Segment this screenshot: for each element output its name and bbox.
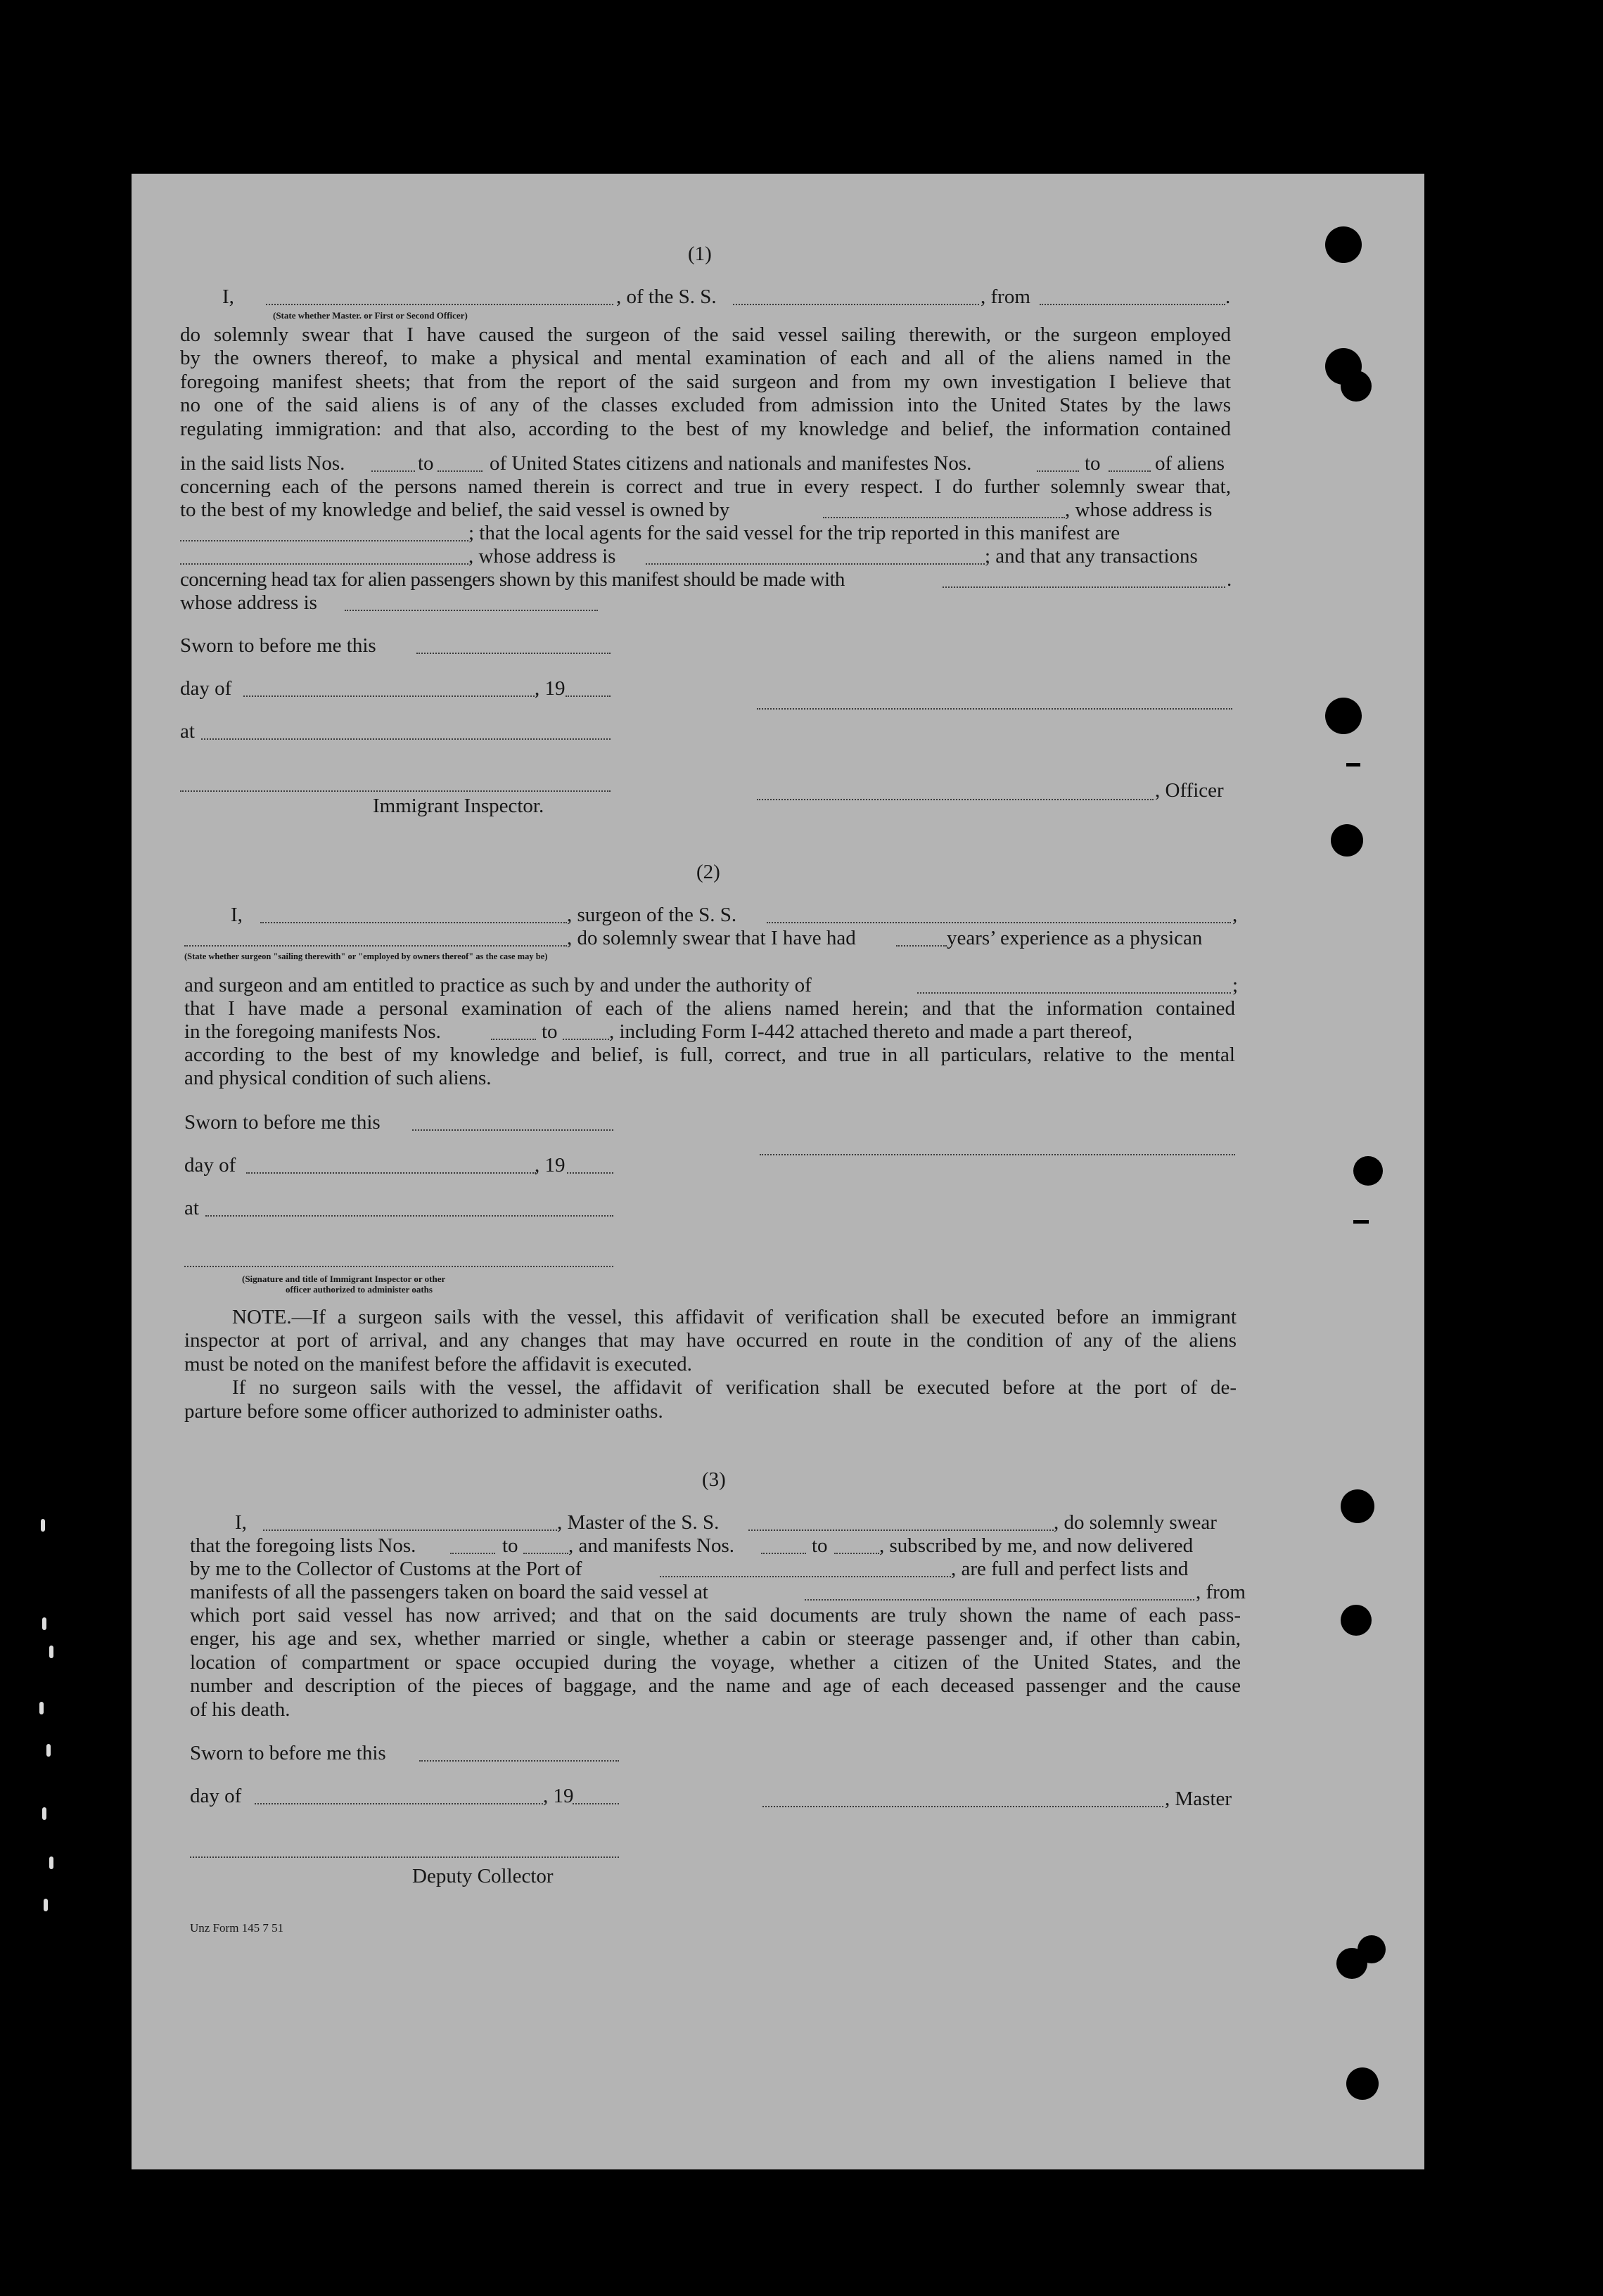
label-day-of: day of <box>190 1785 242 1807</box>
label-of-ss: , of the S. S. <box>616 286 717 308</box>
section-number: (1) <box>688 243 712 265</box>
label-head-tax: concerning head tax for alien passengers shown by this manifest should be made with <box>180 568 845 591</box>
text-line: parture before some officer authorized to administer oaths. <box>184 1399 663 1423</box>
label-year: , 19 <box>535 677 566 700</box>
label-transactions: ; and that any transactions <box>985 545 1198 567</box>
text-line: concerning each of the persons named therein is correct and true in every respect. I do further solemnly swear that, <box>180 475 1231 498</box>
label-surgeon-of-ss: , surgeon of the S. S. <box>567 904 737 926</box>
year-field[interactable] <box>566 695 611 697</box>
year-field[interactable] <box>567 1172 613 1174</box>
film-speck <box>41 1519 45 1532</box>
sworn-day-field[interactable] <box>419 1760 619 1762</box>
film-speck <box>49 1856 53 1869</box>
label-collector-port: by me to the Collector of Customs at the Port of <box>190 1558 582 1580</box>
text-line: by the owners thereof, to make a physical and mental examination of each and all of the aliens named in the <box>180 347 1231 370</box>
master-signature-field[interactable] <box>762 1806 1163 1807</box>
text-line: If no surgeon sails with the vessel, the affidavit of verification shall be executed before at the port of de- <box>232 1376 1237 1399</box>
film-speck <box>42 1807 46 1820</box>
punch-hole <box>1346 2067 1379 2100</box>
place-field[interactable] <box>201 738 611 740</box>
punch-hole <box>1341 1605 1372 1636</box>
lists-to-field[interactable] <box>523 1553 568 1554</box>
label-sworn: Sworn to before me this <box>180 634 376 657</box>
lists-from-field[interactable] <box>371 470 415 472</box>
section-number: (2) <box>696 861 720 883</box>
surgeon-status-note: (State whether surgeon "sailing therewith" or "employed by owners thereof" as the case may be) <box>184 951 548 961</box>
semicolon: ; <box>1232 974 1239 996</box>
master-name-field[interactable] <box>263 1529 557 1531</box>
text-line: must be noted on the manifest before the affidavit is executed. <box>184 1352 692 1375</box>
text-line: regulating immigration: and that also, according to the best of my knowledge and belief, the information contained <box>180 417 1231 440</box>
label-solemnly-swear: , do solemnly swear <box>1054 1511 1217 1534</box>
label-deputy-collector: Deputy Collector <box>412 1865 554 1887</box>
label-local-agents: ; that the local agents for the said vessel for the trip reported in this manifest are <box>468 522 1120 544</box>
officer-rank-note: (State whether Master. or First or Second Officer) <box>273 310 468 321</box>
port-from-field[interactable] <box>1040 304 1225 305</box>
text-line: inspector at port of arrival, and any changes that may have occurred en route in the condition of any of the aliens <box>184 1329 1237 1352</box>
label-year: , 19 <box>543 1785 574 1807</box>
collector-signature-field[interactable] <box>190 1856 619 1858</box>
section-number: (3) <box>702 1468 726 1491</box>
label-at: at <box>184 1197 199 1219</box>
surgeon-status-field[interactable] <box>184 945 567 947</box>
label-including-form: , including Form I-442 attached thereto and made a part thereof, <box>609 1020 1133 1043</box>
signature-note: (Signature and title of Immigrant Inspector or other <box>242 1274 446 1284</box>
head-tax-field[interactable] <box>943 586 1225 588</box>
text-line: foregoing manifest sheets; that from the report of the said surgeon and from my own investigation I believe that <box>180 370 1231 393</box>
punch-hole <box>1341 371 1372 402</box>
label-of-aliens: of aliens <box>1155 452 1225 475</box>
label-authority: and surgeon and am entitled to practice as such by and under the authority of <box>184 974 812 996</box>
label-subscribed: , subscribed by me, and now delivered <box>879 1534 1194 1557</box>
label-from: , from <box>1196 1581 1246 1603</box>
text-line: do solemnly swear that I have caused the surgeon of the said vessel sailing therewith, or the surgeon employed <box>180 323 1231 346</box>
label-officer: , Officer <box>1155 779 1224 802</box>
label-i: I, <box>231 904 243 926</box>
lists-to-field[interactable] <box>438 470 483 472</box>
text-line: according to the best of my knowledge and belief, is full, correct, and true in all particulars, relative to the mental <box>184 1044 1235 1066</box>
agents-address-field[interactable] <box>646 563 985 565</box>
signature-note: officer authorized to administer oaths <box>286 1284 433 1295</box>
sworn-day-field[interactable] <box>412 1129 613 1131</box>
punch-hole <box>1325 698 1362 734</box>
text-line: location of compartment or space occupied during the voyage, whether a citizen of the United States, and the <box>190 1650 1241 1674</box>
form-number: Unz Form 145 7 51 <box>190 1921 284 1935</box>
manifests-from-field[interactable] <box>491 1039 536 1040</box>
declaration-paragraph <box>190 1604 1241 1721</box>
place-field[interactable] <box>205 1215 613 1217</box>
label-whose-address: whose address is <box>180 591 317 614</box>
head-tax-address-field[interactable] <box>345 610 598 611</box>
owner-address-field[interactable] <box>180 540 468 541</box>
punch-hole <box>1341 1489 1374 1523</box>
note-paragraph <box>184 1306 1237 1423</box>
label-to: to <box>812 1534 828 1557</box>
manifests-to-field[interactable] <box>563 1039 609 1040</box>
vessel-name-field[interactable] <box>767 922 1231 923</box>
period: . <box>1225 286 1231 308</box>
label-lists-nos: that the foregoing lists Nos. <box>190 1534 416 1557</box>
officer-signature-field[interactable] <box>757 708 1232 710</box>
label-year: , 19 <box>535 1154 566 1176</box>
comma: , <box>1232 904 1238 926</box>
label-taken-on-board: manifests of all the passengers taken on board the said vessel at <box>190 1581 708 1603</box>
label-master: , Master <box>1165 1788 1232 1810</box>
month-field[interactable] <box>243 695 537 697</box>
label-to: to <box>542 1020 558 1043</box>
manifests-from-field[interactable] <box>761 1553 806 1554</box>
text-line: NOTE.—If a surgeon sails with the vessel, this affidavit of verification shall be executed before an immigrant <box>232 1306 1237 1328</box>
label-sworn: Sworn to before me this <box>190 1742 386 1764</box>
years-field[interactable] <box>896 945 947 947</box>
vessel-name-field[interactable] <box>748 1529 1054 1531</box>
punch-hole <box>1331 824 1363 857</box>
agents-field[interactable] <box>180 563 468 565</box>
label-owned-by: to the best of my knowledge and belief, the said vessel is owned by <box>180 499 730 521</box>
text-line: which port said vessel has now arrived; and that on the said documents are truly shown the name of each pass- <box>190 1604 1241 1627</box>
year-field[interactable] <box>573 1803 619 1804</box>
period: . <box>1227 568 1232 591</box>
label-manifests-nos: , and manifests Nos. <box>568 1534 734 1557</box>
oath-paragraph <box>180 323 1231 441</box>
label-to: to <box>1085 452 1101 475</box>
inspector-signature-field[interactable] <box>180 790 611 792</box>
label-to: to <box>502 1534 518 1557</box>
label-solemnly-swear: , do solemnly swear that I have had <box>567 927 856 949</box>
label-whose-address: , whose address is <box>1065 499 1213 521</box>
punch-hole <box>1325 226 1362 263</box>
label-day-of: day of <box>184 1154 236 1176</box>
label-manifests-nos: in the foregoing manifests Nos. <box>184 1020 441 1043</box>
punch-hole <box>1358 1935 1386 1963</box>
label-years-experience: years’ experience as a physican <box>947 927 1203 949</box>
label-i: I, <box>222 286 234 308</box>
film-speck <box>39 1702 44 1714</box>
label-to: to <box>418 452 434 475</box>
surgeon-signature-field[interactable] <box>760 1154 1235 1155</box>
label-full-perfect: , are full and perfect lists and <box>951 1558 1189 1580</box>
film-speck <box>44 1899 48 1911</box>
text-line: and physical condition of such aliens. <box>184 1067 492 1089</box>
label-day-of: day of <box>180 677 232 700</box>
label-i: I, <box>235 1511 247 1534</box>
manifests-to-field[interactable] <box>1109 470 1151 472</box>
text-line: of his death. <box>190 1698 290 1721</box>
film-speck <box>46 1744 51 1757</box>
label-at: at <box>180 720 195 743</box>
officer-name-field[interactable] <box>757 799 1154 800</box>
text-line: enger, his age and sex, whether married or single, whether a cabin or steerage passenger and, if other than cabin, <box>190 1627 1241 1650</box>
month-field[interactable] <box>246 1172 536 1174</box>
punch-hole <box>1353 1156 1383 1186</box>
label-sworn: Sworn to before me this <box>184 1111 381 1134</box>
film-speck <box>49 1646 53 1658</box>
lists-from-field[interactable] <box>450 1553 495 1554</box>
label-master-of-ss: , Master of the S. S. <box>557 1511 720 1534</box>
text-line: no one of the said aliens is of any of the classes excluded from admission into the United States by the laws <box>180 394 1231 417</box>
manifests-from-field[interactable] <box>1037 470 1079 472</box>
owner-field[interactable] <box>823 517 1065 518</box>
label-inspector: Immigrant Inspector. <box>373 795 544 817</box>
month-field[interactable] <box>255 1803 543 1804</box>
label-citizens-manifests: of United States citizens and nationals and manifestes Nos. <box>490 452 972 475</box>
inspector-signature-field[interactable] <box>184 1266 613 1267</box>
authority-field[interactable] <box>917 992 1231 994</box>
text-line: number and description of the pieces of baggage, and the name and age of each deceased passenger and the cause <box>190 1674 1241 1698</box>
label-lists-nos: in the said lists Nos. <box>180 452 345 475</box>
edge-mark <box>1353 1220 1369 1224</box>
officer-rank-field[interactable] <box>266 304 613 305</box>
sworn-day-field[interactable] <box>416 653 611 654</box>
label-whose-address: , whose address is <box>468 545 616 567</box>
manifests-to-field[interactable] <box>834 1553 879 1554</box>
vessel-name-field[interactable] <box>733 304 979 305</box>
text-line: that I have made a personal examination of each of the aliens named herein; and that the information contained <box>184 997 1235 1020</box>
port-field[interactable] <box>660 1576 951 1577</box>
label-from: , from <box>981 286 1030 308</box>
film-speck <box>42 1617 46 1630</box>
edge-mark <box>1346 763 1360 767</box>
boarding-port-field[interactable] <box>805 1599 1194 1601</box>
surgeon-name-field[interactable] <box>260 922 567 923</box>
